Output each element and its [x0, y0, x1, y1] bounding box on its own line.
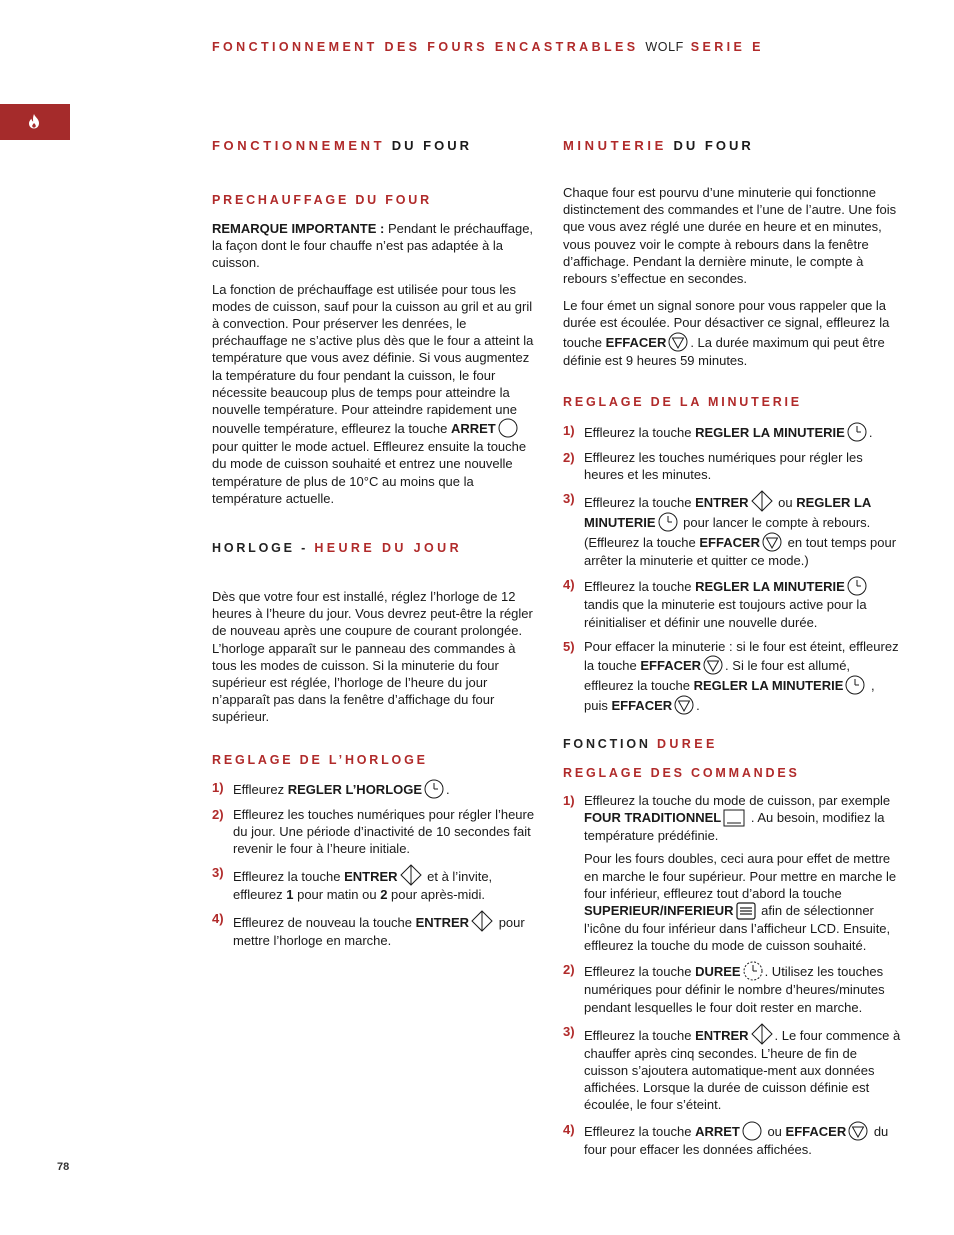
- step-number: 3): [563, 491, 575, 507]
- step-text: Effleurez la touche: [584, 1027, 696, 1043]
- list-item: [563, 576, 901, 630]
- note-text: Pendant le préchauffage, la façon dont le four chauffe n’est pas adaptée à la cuisson.: [212, 221, 534, 271]
- step-number: 4): [563, 1121, 575, 1137]
- preheat-text-a: La fonction de préchauffage est utilisée pour tous les modes de cuisson, sauf pour la cuisson au gril et au gril à convection. Pour préserver les denrées, le préchauffage ne s’active plus dès que le four a atteint la température que vous avez définie. Si vous augmentez la température du four pendant la cuisson, le four nécessite beaucoup plus de temps pour atteindre la nouvelle température. Pour atteindre rapidement une nouvelle température, effleurez la touche: [212, 281, 534, 437]
- step-text: . Utilisez les touches numériques pour définir le nombre d’heures/minutes pendant lesquelles le four doit rester en marche.: [584, 964, 885, 1015]
- list-item: [563, 422, 901, 442]
- step-text: ou: [774, 495, 797, 511]
- section-title-timer: [563, 138, 901, 153]
- duree-steps: [563, 792, 901, 1158]
- list-item: [563, 638, 901, 715]
- step-text: et à l’invite, effleurez: [233, 869, 493, 903]
- upper-lower-oven-icon: [736, 902, 756, 920]
- step-number: 1): [212, 779, 224, 795]
- section-tab: [0, 104, 70, 140]
- duree-heading: [563, 737, 901, 751]
- effacer-key-icon: [668, 332, 688, 352]
- key-label: REGLER LA MINUTERIE: [584, 495, 871, 531]
- step-text: Effleurez les touches numériques pour régler l’heure du jour. Une période d’inactivité de 10 secondes fait revenir le four à l’heure initiale.: [233, 806, 535, 857]
- key-label: EFFACER: [785, 1123, 847, 1139]
- header-series: SERIE E: [690, 40, 764, 54]
- key-label: EFFACER: [699, 535, 761, 551]
- step-text: . Si le four est allumé, effleurez la touche: [584, 658, 851, 694]
- timer-paragraph-1: Chaque four est pourvu d’une minuterie qui fonctionne distinctement des commandes et l’une de l’autre. Une fois que vous avez réglé une durée en heure et en minutes, vous pouvez voir le compte à rebours dans la fenêtre d’affichage. Pendant la dernière minute, le compte à rebours s’effectue en secondes.: [563, 185, 897, 287]
- step-number: 3): [563, 1023, 575, 1039]
- timer-set-heading: REGLAGE DE LA MINUTERIE: [563, 394, 802, 409]
- clock-set-heading: REGLAGE DE L’HORLOGE: [212, 752, 428, 767]
- step-value: 2: [380, 887, 388, 903]
- timer-key-icon: [847, 576, 867, 596]
- enter-key-icon: [471, 910, 493, 932]
- step-text: pour lancer le compte à rebours. (Effleurez la touche: [584, 515, 871, 551]
- enter-key-icon: [400, 864, 422, 886]
- key-label: FOUR TRADITIONNEL: [584, 810, 722, 826]
- step-number: 1): [563, 793, 575, 809]
- step-text: Pour effacer la minuterie : si le four est éteint, effleurez la touche: [584, 638, 899, 674]
- clock-steps: [212, 779, 538, 950]
- list-item: [563, 449, 901, 483]
- effacer-key-icon: [848, 1121, 868, 1141]
- list-item: [563, 961, 901, 1015]
- title-bold: MINUTERIE: [563, 138, 667, 153]
- section-title-oven-operation: [212, 138, 538, 153]
- step-text: en tout temps pour arrêter la minuterie et quitter ce mode.): [584, 535, 897, 569]
- timer-key-icon: [847, 422, 867, 442]
- step-text: du four pour effacer les données affichées.: [584, 1123, 889, 1157]
- key-label: ARRET: [695, 1123, 740, 1139]
- enter-key-icon: [751, 490, 773, 512]
- timer-paragraph-2: [563, 297, 901, 369]
- list-item: [563, 1023, 901, 1114]
- key-label: REGLER LA MINUTERIE: [695, 579, 845, 595]
- preheat-paragraph: [212, 281, 538, 507]
- step-text: Effleurez de nouveau la touche: [233, 915, 416, 931]
- timer-key-icon: [845, 675, 865, 695]
- step-text: Effleurez: [233, 781, 288, 797]
- page-number: 78: [57, 1161, 70, 1173]
- arret-label: ARRET: [450, 421, 496, 437]
- commands-heading: REGLAGE DES COMMANDES: [563, 766, 800, 781]
- step-text: .: [696, 698, 700, 714]
- clock-paragraph: Dès que votre four est installé, réglez l’horloge de 12 heures à l’heure du jour. Vous devrez peut-être la régler de nouveau après une coupure de courant prolongée. L’horloge apparaît sur le panneau des commandes à tous les modes de cuisson. Si la minuterie du four supérieur est réglée, l’horloge de l’heure du jour n’apparaît pas dans la fenêtre d’affichage du four supérieur.: [212, 589, 533, 725]
- list-item: [212, 910, 538, 949]
- step-number: 2): [563, 449, 575, 465]
- step-text: pour après-midi.: [387, 887, 485, 903]
- step-value: 1: [286, 887, 294, 903]
- timer-steps: [563, 422, 901, 715]
- list-item: [563, 1121, 901, 1158]
- step-text: afin de sélectionner l’icône du four inférieur dans l’afficheur LCD. Ensuite, effleurez la touche du mode de cuisson souhaité.: [584, 903, 891, 954]
- header-brand: WOLF: [645, 40, 684, 54]
- list-item: [212, 864, 538, 903]
- arret-key-icon: [498, 418, 518, 438]
- arret-key-icon: [742, 1121, 762, 1141]
- effacer-key-icon: [674, 695, 694, 715]
- key-label: SUPERIEUR/INFERIEUR: [584, 903, 734, 919]
- step-number: 4): [563, 577, 575, 593]
- step-text: .: [446, 781, 450, 797]
- para-text: Le four émet un signal sonore pour vous rappeler que la durée est écoulée. Pour désactiver ce signal, effleurez la touche: [563, 298, 890, 350]
- key-label: DUREE: [695, 964, 741, 980]
- step-number: 3): [212, 865, 224, 881]
- para-text: . La durée maximum qui peut être définie est 9 heures 59 minutes.: [563, 334, 885, 368]
- key-label: REGLER LA MINUTERIE: [695, 424, 845, 440]
- flame-icon: [28, 113, 40, 129]
- key-label: ENTRER: [415, 915, 470, 931]
- key-label: ENTRER: [344, 869, 398, 885]
- enter-key-icon: [751, 1023, 773, 1045]
- step-number: 2): [212, 806, 224, 822]
- step-text: . Au besoin, modifiez la température prédéfinie.: [584, 810, 885, 844]
- key-label: EFFACER: [611, 698, 673, 714]
- key-label: ENTRER: [695, 495, 749, 511]
- step-text: Effleurez la touche: [584, 1123, 696, 1139]
- title-rest: DU FOUR: [391, 138, 473, 153]
- list-item: [563, 792, 901, 954]
- cook-time-key-icon: [743, 961, 763, 981]
- key-label: ENTRER: [695, 1027, 749, 1043]
- step-number: 2): [563, 962, 575, 978]
- note-label: REMARQUE IMPORTANTE :: [212, 221, 385, 236]
- step-text: ou: [763, 1123, 786, 1139]
- list-item: [563, 490, 901, 569]
- preheat-text-b: pour quitter le mode actuel. Effleurez ensuite la touche du mode de cuisson souhaité et entrez une nouvelle température de plus de 10°C au moins que la température actuelle.: [212, 439, 527, 506]
- double-oven-note: [584, 850, 901, 954]
- clock-heading: [212, 541, 538, 555]
- step-text: .: [868, 424, 873, 440]
- step-text: Effleurez la touche: [584, 424, 696, 440]
- step-number: 1): [563, 422, 575, 438]
- step-text: Effleurez la touche: [233, 869, 345, 885]
- step-text: Effleurez la touche: [584, 495, 696, 511]
- title-bold: FONCTIONNEMENT: [212, 138, 386, 153]
- step-text: , puis: [584, 678, 875, 714]
- step-text: Effleurez la touche: [584, 964, 696, 980]
- right-column: [563, 138, 901, 1158]
- step-text: Effleurez les touches numériques pour régler les heures et les minutes.: [584, 449, 863, 483]
- step-text: Effleurez la touche: [584, 579, 696, 595]
- key-label: EFFACER: [640, 658, 702, 674]
- step-number: 4): [212, 911, 224, 927]
- step-text: Effleurez la touche du mode de cuisson, par exemple: [584, 793, 891, 809]
- key-label: EFFACER: [605, 334, 667, 350]
- step-text: Pour les fours doubles, ceci aura pour effet de mettre en marche le four supérieur. Pour mettre en marche le four inférieur, effleurez tout d’abord la touche: [584, 851, 897, 901]
- timer-key-icon: [658, 512, 678, 532]
- list-item: [212, 806, 538, 858]
- effacer-key-icon: [703, 655, 723, 675]
- step-text: pour mettre l’horloge en marche.: [233, 915, 525, 949]
- clock-key-icon: [424, 779, 444, 799]
- left-column: [212, 138, 538, 950]
- key-label: REGLER LA MINUTERIE: [693, 678, 844, 694]
- step-text: tandis que la minuterie est toujours active pour la réinitialiser et définir une nouvelle durée.: [584, 597, 867, 630]
- title-rest: DU FOUR: [673, 138, 754, 153]
- step-text: . Le four commence à chauffer après cinq secondes. L’heure de fin de cuisson s’ajoutera automatique-ment aux données affichées. Lorsque la durée de cuisson définie est écoulée, le four s’éteint.: [584, 1027, 901, 1113]
- preheat-note: [212, 220, 538, 272]
- list-item: [212, 779, 538, 799]
- preheat-heading: PRECHAUFFAGE DU FOUR: [212, 193, 432, 207]
- effacer-key-icon: [762, 532, 782, 552]
- clock-heading-rest: HORLOGE -: [212, 541, 315, 556]
- step-text: pour matin ou: [293, 887, 381, 903]
- running-header: [212, 40, 764, 54]
- clock-heading-bold: HEURE DU JOUR: [314, 541, 462, 556]
- step-number: 5): [563, 638, 575, 654]
- duree-heading-bold: DUREE: [656, 737, 718, 752]
- header-title: FONCTIONNEMENT DES FOURS ENCASTRABLES: [212, 40, 639, 54]
- duree-heading-rest: FONCTION: [563, 737, 657, 752]
- bake-mode-icon: [723, 809, 745, 827]
- key-label: REGLER L’HORLOGE: [287, 781, 423, 797]
